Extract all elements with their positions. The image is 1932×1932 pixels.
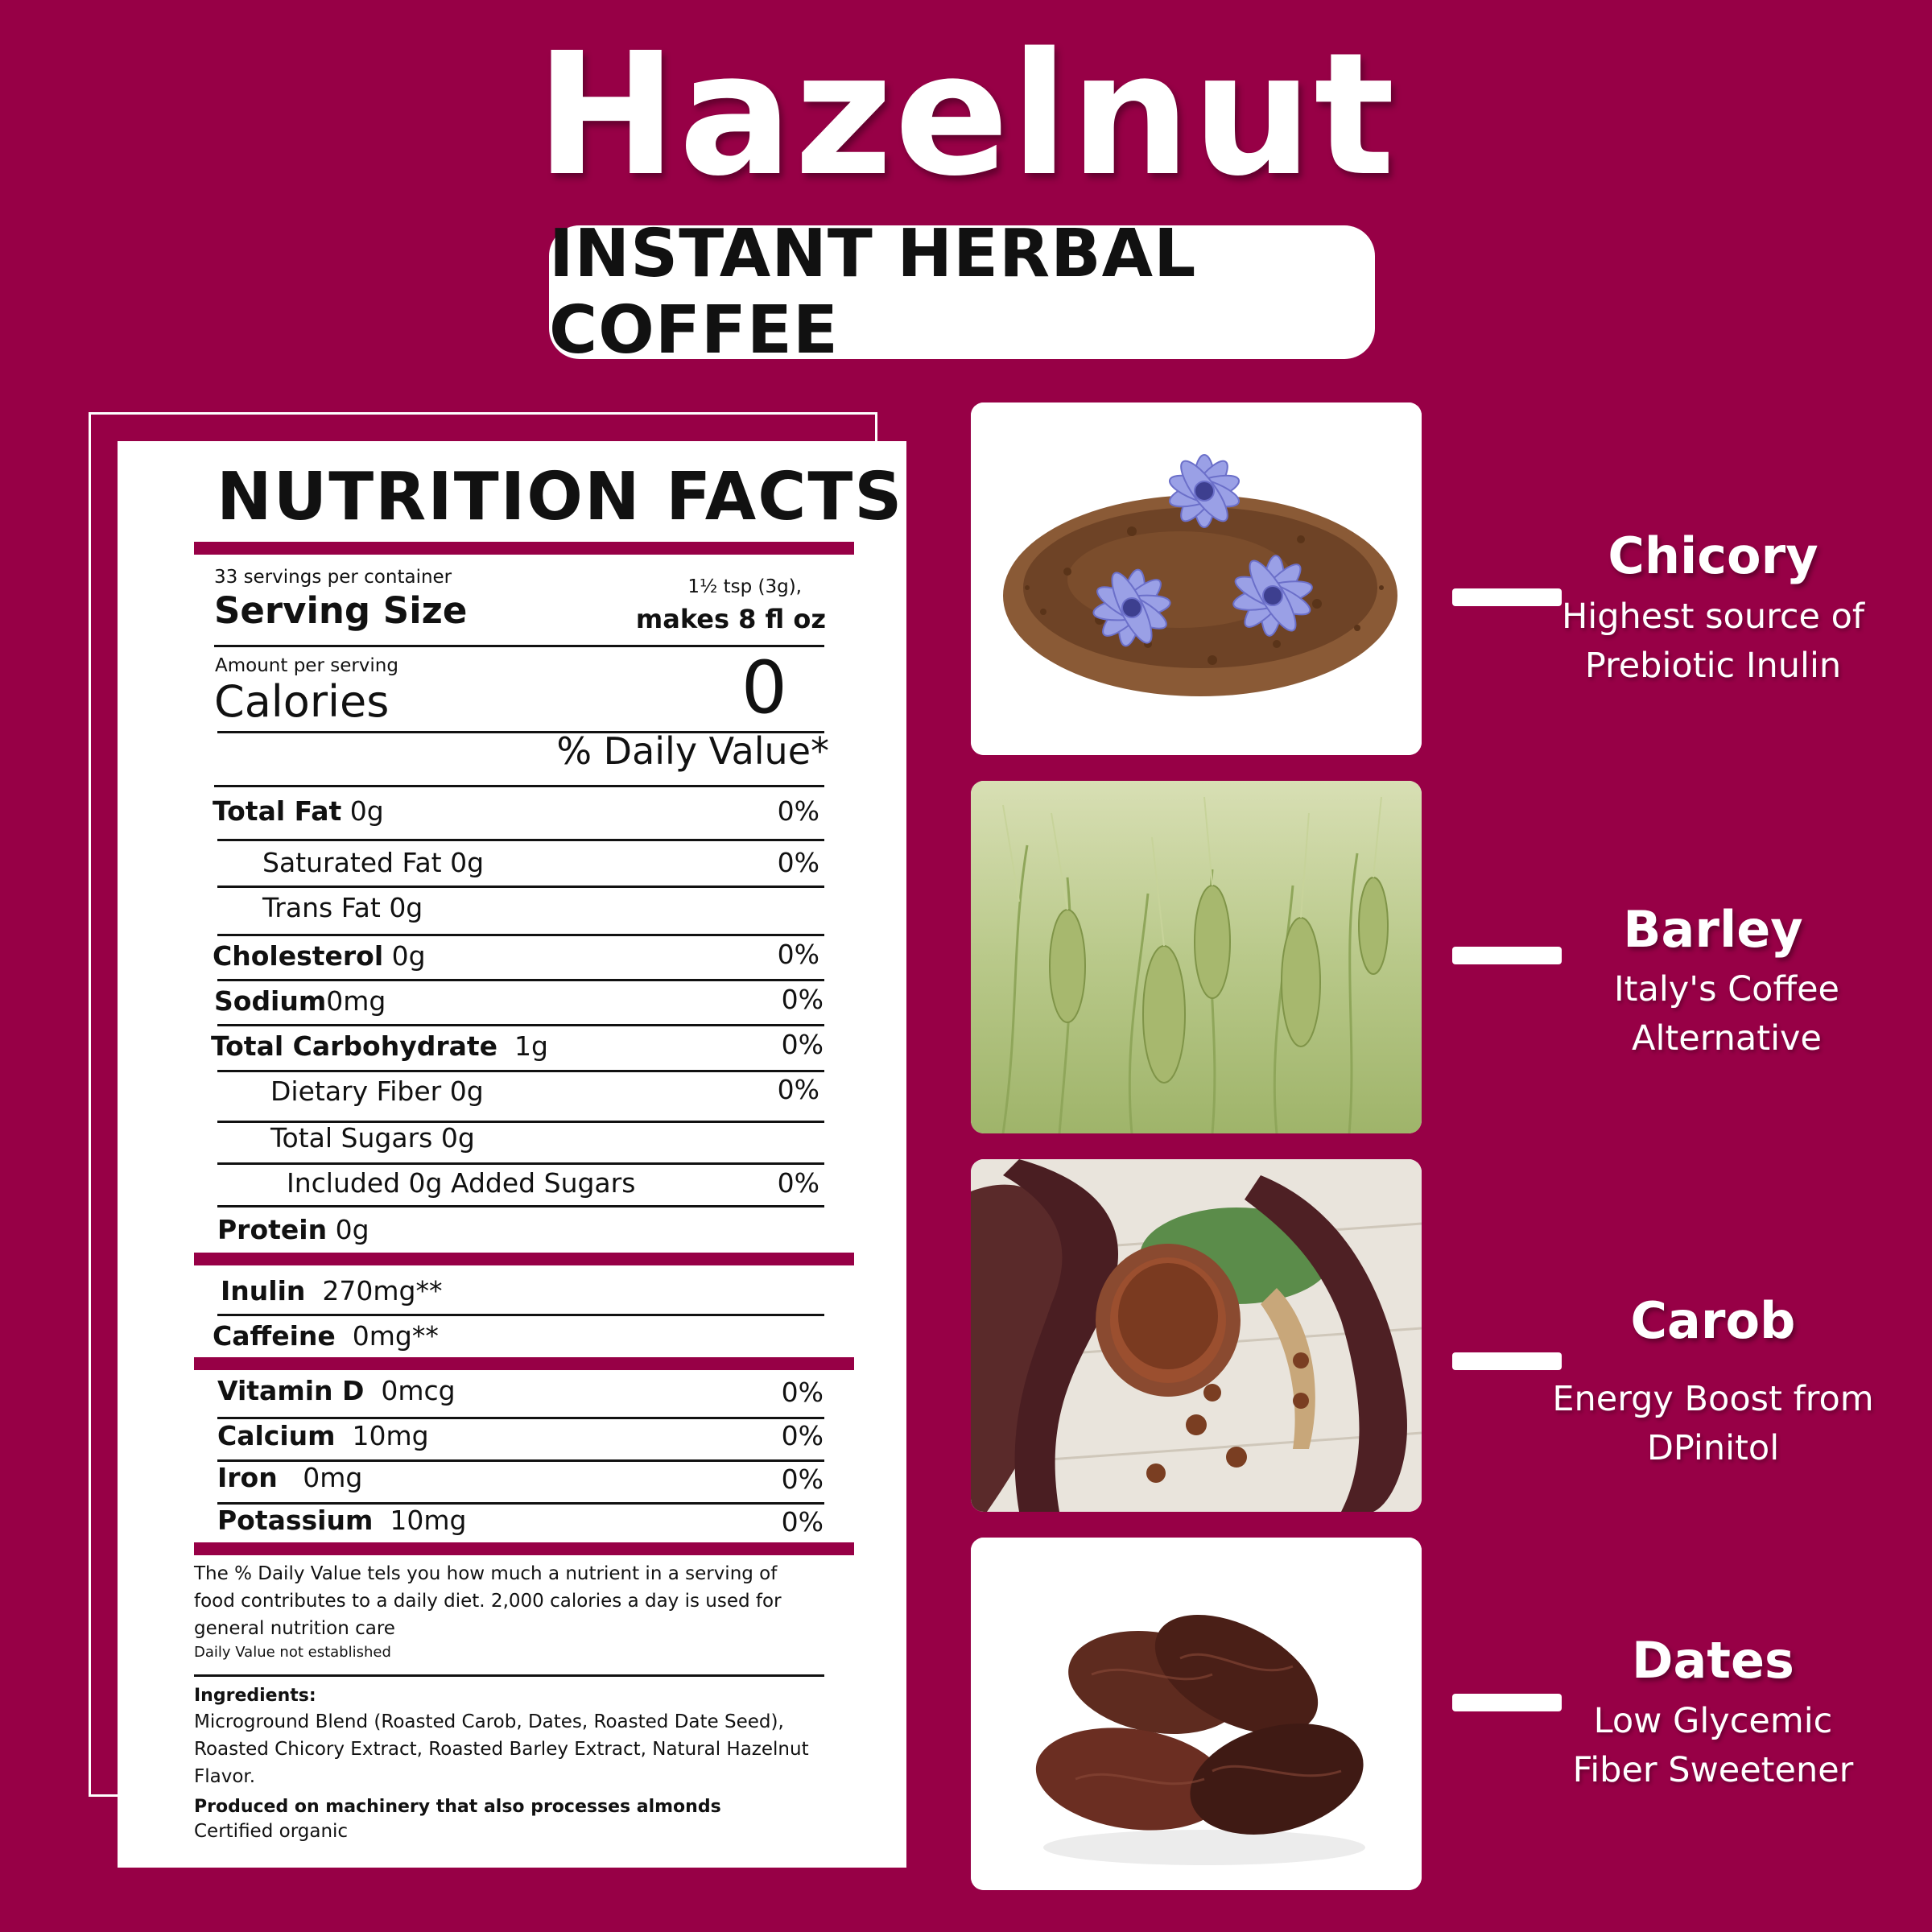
amount-per-serving: Amount per serving: [215, 655, 398, 676]
ingredients-label: Ingredients:: [194, 1686, 316, 1706]
certified-organic: Certified organic: [194, 1821, 349, 1842]
ingredient-desc-carob: [1528, 1375, 1898, 1473]
desc-line: Fiber Sweetener: [1572, 1750, 1854, 1790]
nutrition-facts-panel: [118, 441, 906, 1868]
ingredients-line: Flavor.: [194, 1766, 256, 1787]
nutrient-row: Inulin 270mg**: [221, 1275, 443, 1307]
ingredient-name-chicory: Chicory: [1608, 526, 1818, 585]
calories-value: 0: [741, 646, 787, 730]
nutrient-dv: 0%: [777, 795, 819, 827]
ingredient-desc-dates: [1528, 1697, 1898, 1795]
nutrient-row: Calcium 10mg: [217, 1420, 429, 1451]
accent-band: [194, 1357, 854, 1370]
serving-size-label: Serving Size: [214, 589, 468, 632]
nutrient-row: Sodium0mg: [214, 985, 386, 1017]
ingredient-name-dates: Dates: [1632, 1631, 1794, 1690]
divider: [217, 1417, 824, 1419]
nutrient-row: Saturated Fat 0g: [262, 847, 485, 878]
divider: [217, 1070, 824, 1072]
ingredient-desc-chicory: [1528, 592, 1898, 691]
desc-line: Low Glycemic: [1593, 1701, 1833, 1741]
accent-band: [194, 542, 854, 555]
nutrition-heading: NUTRITION FACTS: [217, 459, 904, 535]
divider: [194, 1674, 824, 1677]
divider: [217, 886, 824, 888]
desc-line: Highest source of: [1561, 597, 1865, 637]
footnote-line: The % Daily Value tels you how much a nutrient in a serving of: [194, 1563, 778, 1584]
serving-size-makes: makes 8 fl oz: [635, 604, 826, 634]
calories-label: Calories: [214, 676, 390, 727]
ingredients-line: Microground Blend (Roasted Carob, Dates, Roasted Date Seed),: [194, 1711, 784, 1732]
nutrient-row: Total Sugars 0g: [270, 1122, 475, 1154]
carob-image: [971, 1159, 1422, 1512]
nutrient-row: Trans Fat 0g: [262, 892, 423, 923]
nutrient-dv: 0%: [781, 1420, 824, 1451]
nutrient-row: Iron 0mg: [217, 1462, 363, 1493]
divider: [217, 1314, 824, 1316]
nutrient-row: Total Carbohydrate 1g: [211, 1030, 548, 1062]
nutrient-dv: 0%: [781, 1506, 824, 1538]
divider: [214, 785, 824, 787]
barley-image: [971, 781, 1422, 1133]
nutrient-row: Cholesterol 0g: [213, 940, 426, 972]
daily-value-header: % Daily Value*: [556, 729, 829, 773]
nutrient-row: Vitamin D 0mcg: [217, 1375, 456, 1406]
serving-size-amount: 1½ tsp (3g),: [687, 576, 802, 597]
nutrient-row: Potassium 10mg: [217, 1505, 467, 1536]
divider: [217, 1205, 824, 1208]
divider: [217, 979, 824, 981]
ingredient-name-barley: Barley: [1623, 900, 1803, 959]
servings-per-container: 33 servings per container: [214, 567, 452, 588]
nutrient-dv: 0%: [781, 1463, 824, 1495]
divider: [217, 1024, 824, 1026]
nutrient-row: Protein 0g: [217, 1214, 369, 1245]
barley-illustration: [971, 781, 1422, 1133]
nutrient-dv: 0%: [781, 984, 824, 1015]
dates-image: [971, 1538, 1422, 1890]
connector-dash: [1452, 1352, 1562, 1370]
divider: [214, 645, 824, 647]
desc-line: Alternative: [1632, 1018, 1822, 1059]
chicory-image: [971, 402, 1422, 755]
desc-line: Prebiotic Inulin: [1584, 646, 1842, 686]
product-title: Hazelnut: [535, 16, 1397, 213]
nutrient-row: Total Fat 0g: [213, 795, 384, 827]
dates-illustration: [971, 1538, 1422, 1890]
chicory-illustration: [971, 402, 1422, 755]
subtitle-badge: [549, 216, 1375, 369]
accent-band: [194, 1253, 854, 1265]
subtitle-text: INSTANT HERBAL COFFEE: [549, 216, 1197, 369]
accent-band: [194, 1542, 854, 1555]
footnote-line: food contributes to a daily diet. 2,000 calories a day is used for: [194, 1591, 782, 1612]
nutrient-dv: 0%: [781, 1377, 824, 1408]
footnote-line: general nutrition care: [194, 1618, 395, 1639]
divider: [217, 1162, 824, 1165]
nutrient-dv: 0%: [777, 1167, 819, 1199]
nutrient-row: Caffeine 0mg**: [213, 1320, 439, 1352]
footnote-small: Daily Value not established: [194, 1644, 391, 1661]
nutrient-dv: 0%: [777, 1074, 819, 1105]
desc-line: DPinitol: [1646, 1428, 1780, 1468]
ingredient-desc-barley: [1542, 965, 1912, 1063]
carob-illustration: [971, 1159, 1422, 1512]
nutrient-row: Dietary Fiber 0g: [270, 1075, 484, 1107]
desc-line: Energy Boost from: [1552, 1379, 1874, 1419]
divider: [217, 839, 824, 841]
allergen-statement: Produced on machinery that also processes almonds: [194, 1797, 721, 1817]
ingredients-line: Roasted Chicory Extract, Roasted Barley Extract, Natural Hazelnut: [194, 1739, 809, 1760]
nutrient-dv: 0%: [781, 1029, 824, 1060]
ingredient-name-carob: Carob: [1630, 1291, 1796, 1350]
desc-line: Italy's Coffee: [1613, 969, 1840, 1009]
nutrient-dv: 0%: [777, 939, 819, 970]
nutrient-row: Included 0g Added Sugars: [287, 1167, 636, 1199]
divider: [217, 934, 824, 936]
nutrient-dv: 0%: [777, 847, 819, 878]
